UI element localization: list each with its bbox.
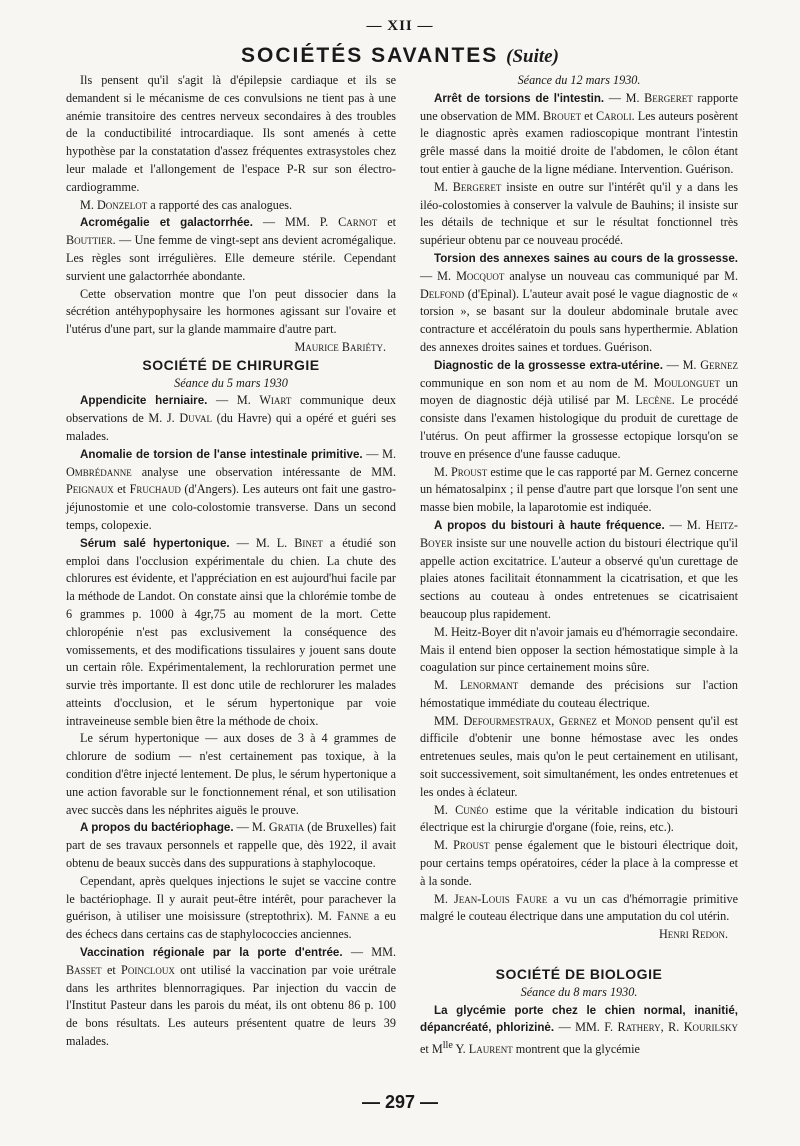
paragraph: La glycémie porte chez le chien normal, inanitié, dépancréaté, phlorizinė. — MM. F. Rathery, R. Kourilsky et $M^{lle}$ Y. Laurent montrent que la glycémie bbox=[420, 1003, 739, 1057]
page-heading bbox=[0, 44, 800, 68]
paragraph: Arrêt de torsions de l'intestin. — M. Bergeret rapporte une observation de MM. Brouet et Caroli. Les auteurs posèrent le diagnostic après examen radioscopique montrant l'intestin grêle massé dans la moitié droite de l'abdomen, le côlon étant tout entier à gauche de la ligne médiane. Intervention. Guérison. bbox=[420, 90, 739, 176]
paragraph-title: A propos du bistouri à haute fréquence. bbox=[434, 518, 665, 532]
section-date: Séance du 5 mars 1930 bbox=[174, 375, 288, 390]
right-column bbox=[420, 72, 738, 1059]
paragraph: Torsion des annexes saines au cours de la grossesse. — M. Mocquot analyse un nouveau cas communiqué par M. Delfond (d'Epinal). L'auteur avait posé le vague diagnostic de « torsion », se basant sur la douleur abdominale brutale avec contracture et accélératoin du pouls sans hyperthermie. Ablation des annexes droites saines et tordues. Guérison. bbox=[420, 251, 738, 354]
paragraph: Sérum salé hypertonique. — M. L. Binet a étudié son emploi dans l'occlusion expérimentale du chien. La chute des chlorures est évidente, et l'appréciation en est aujourd'hui facile par la méthode de Landot. On constate ainsi que la chlorémie tombe de 6 grammes p. 1000 à 4gr,75 au moment de la mort. Cette chloropénie n'est pas exclusivement la conséquence des vomissements, et des modifications tissulaires y jouent sans doute un certain rôle. Expérimentalement, la rechloruration permet une survie très importante. Il est donc utile de rechlorurer les malades atteints d'occlusion, et le sérum hypertonique par voie intraveineuse semble bien être la méthode de choix. bbox=[66, 535, 396, 728]
paragraph: M. Lenormant demande des précisions sur l'action hémostatique immédiate du couteau électrique. bbox=[420, 678, 738, 710]
left-column bbox=[66, 72, 396, 1051]
paragraph: M. Jean-Louis Faure a vu un cas d'hémorragie primitive malgré le couteau électrique dans une amputation du col utérin. bbox=[420, 891, 738, 924]
paragraph: M. Proust pense également que le bistouri électrique doit, pour certains temps opératoires, céder la place à la compresse et à la sonde. bbox=[420, 838, 738, 888]
paragraph-title: Appendicite herniaire. bbox=[80, 394, 208, 408]
page-roman-number: — XII — bbox=[366, 18, 434, 34]
paragraph: Vaccination régionale par la porte d'entrée. — MM. Basset et Poincloux ont utilisé la vaccination par voie urétrale dans les arthrites blennorragiques. Par injection du vaccin de l'Institut Pasteur dans les parois du méat, ils ont obtenu 86 p. 100 de bons résultats. Les auteurs présentent quatre de leurs 39 malades. bbox=[66, 945, 397, 1049]
section-date: Séance du 12 mars 1930. bbox=[517, 73, 641, 87]
signature: Maurice Bariéty. bbox=[294, 339, 386, 354]
paragraph: Diagnostic de la grossesse extra-utérine. — M. Gernez communique en son nom et au nom de M. Moulonguet un moyen de diagnostic déjà utilisé par M. Lecène. Le procédé consiste dans l'examen histologique du produit de curettage de l'utérus. On peut affirmer la grossesse ectopique lorsqu'on se trouve en présence d'une fausse caduque. bbox=[420, 357, 738, 461]
paragraph-title: Acromégalie et galactorrhée. bbox=[80, 216, 253, 230]
heading-title: SOCIÉTÉS SAVANTES bbox=[241, 44, 499, 67]
signature: Henri Redon. bbox=[658, 927, 728, 942]
paragraph: M. Donzelot a rapporté des cas analogues. bbox=[80, 197, 293, 212]
paragraph: Cette observation montre que l'on peut dissocier dans la sécrétion antéhypophysaire les hormones agissant sur l'ovaire et l'utérus d'une part, sur la glande mammaire d'autre part. bbox=[66, 286, 396, 337]
heading-suite: (Suite) bbox=[506, 46, 559, 67]
paragraph-title: Sérum salé hypertonique. bbox=[80, 536, 230, 550]
paragraph-title: Diagnostic de la grossesse extra-utérine. bbox=[434, 358, 663, 372]
paragraph: Acromégalie et galactorrhée. — MM. P. Carnot et Bouttier. — Une femme de vingt-sept ans devient acromégalique. Les règles sont irrégulières. Elle demeure stérile. Cependant survient une galactorrhée abondante. bbox=[66, 215, 396, 283]
paragraph-title: Anomalie de torsion de l'anse intestinale primitive. bbox=[80, 447, 363, 461]
section-title: SOCIÉTÉ DE BIOLOGIE bbox=[495, 966, 663, 983]
paragraph: Le sérum hypertonique — aux doses de 3 à 4 grammes de chlorure de sodium — n'est certainement pas toxique, à la condition d'être injecté lentement. De plus, le sérum hypertonique a une action favorable sur le fonctionnement rénal, et son utilisation avec succès dans les néphrites aiguës le prouve. bbox=[66, 731, 396, 817]
paragraph: Appendicite herniaire. — M. Wiart communique deux observations de M. J. Duval (du Havre) qui a opéré et guéri ses malades. bbox=[66, 393, 397, 443]
paragraph: M. Bergeret insiste en outre sur l'intérêt qu'il y a dans les iléo-colostomies à conserver la valvule de Bauhins; il insiste sur les détails de technique et sur le résultat fonctionnel très supérieur obtenu par ce nouveau procédé. bbox=[420, 179, 738, 248]
paragraph: M. Proust estime que le cas rapporté par M. Gernez concerne un hématosalpinx ; il pense d'autre part que lorsque l'on sent une masse bien mobile, la laparotomie est indiquée. bbox=[420, 464, 738, 515]
paragraph-title: Torsion des annexes saines au cours de la grossesse. bbox=[434, 251, 738, 265]
paragraph-title: Arrêt de torsions de l'intestin. bbox=[434, 91, 605, 105]
section-title: SOCIÉTÉ DE CHIRURGIE bbox=[142, 356, 320, 373]
page-number: — 297 — bbox=[361, 1092, 439, 1112]
paragraph: M. Cunéo estime que la véritable indication du bistouri électrique est la chirurgie d'organe (foie, reins, etc.). bbox=[420, 802, 738, 835]
paragraph: A propos du bactériophage. — M. Gratia (de Bruxelles) fait part de ses travaux personnels et rappelle que, dès 1922, il avait obtenu de beaux succès dans des suppurations à staphylocoque. bbox=[66, 820, 396, 871]
paragraph: M. Heitz-Boyer dit n'avoir jamais eu d'hémorragie secondaire. Mais il entend bien opposer la section hémostatique simple à la coagulation sur pince certainement moins sûre. bbox=[420, 624, 738, 675]
paragraph-title: La glycémie porte chez le chien normal, inanitié, dépancréaté, phlorizinė. bbox=[420, 1003, 738, 1035]
paragraph: Cependant, après quelques injections le sujet se vaccine contre le bactériophage. Il y aurait peut-être intérêt, pour parachever la guérison, à utiliser une moisissure (streptothrix). M. Fanne a eu des échecs dans certains cas de staphylococcies anciennes. bbox=[66, 873, 396, 942]
section-date: Séance du 8 mars 1930. bbox=[520, 984, 638, 999]
paragraph-title: A propos du bactériophage. bbox=[80, 821, 234, 835]
paragraph: Ils pensent qu'il s'agit là d'épilepsie cardiaque et ils se demandent si le mécanisme de ces convulsions ne tient pas à une anémie transitoire des centres nerveux secondaires à des troubles de la conductibilité introcardiaque. Ils sont amenés à cette hypothèse par la constatation d'assez fréquentes extrasystoles chez leur malade et l'allongement de l'espace P-R sur son électro-cardiogramme. bbox=[66, 73, 396, 194]
paragraph: A propos du bistouri à haute fréquence. — M. Heitz-Boyer insiste sur une nouvelle action du bistouri électrique qu'il appelle action excitatrice. L'auteur a observé qu'un curettage de plaies atones facilitait étonnamment la cicatrisation, et que les sections au couteau à ondes entretenues se cicatrisaient beaucoup plus rapidement. bbox=[420, 517, 738, 621]
paragraph: MM. Defourmestraux, Gernez et Monod pensent qu'il est difficile d'obtenir une bonne hémostase avec les ondes entretenues seules, mais qu'on le peut certainement en utilisant, soit successivement, soit simultanément, les ondes entretenues et les ondes à éclateur. bbox=[420, 713, 738, 799]
paragraph-title: Vaccination régionale par la porte d'entrée. bbox=[80, 946, 343, 960]
paragraph: Anomalie de torsion de l'anse intestinale primitive. — M. Ombrédanne analyse une observation intéressante de MM. Peignaux et Fruchaud (d'Angers). Les auteurs ont fait une gastro-jéjunostomie et une colo-colostomie transverse. Dans un second temps, colopexie. bbox=[66, 446, 396, 532]
